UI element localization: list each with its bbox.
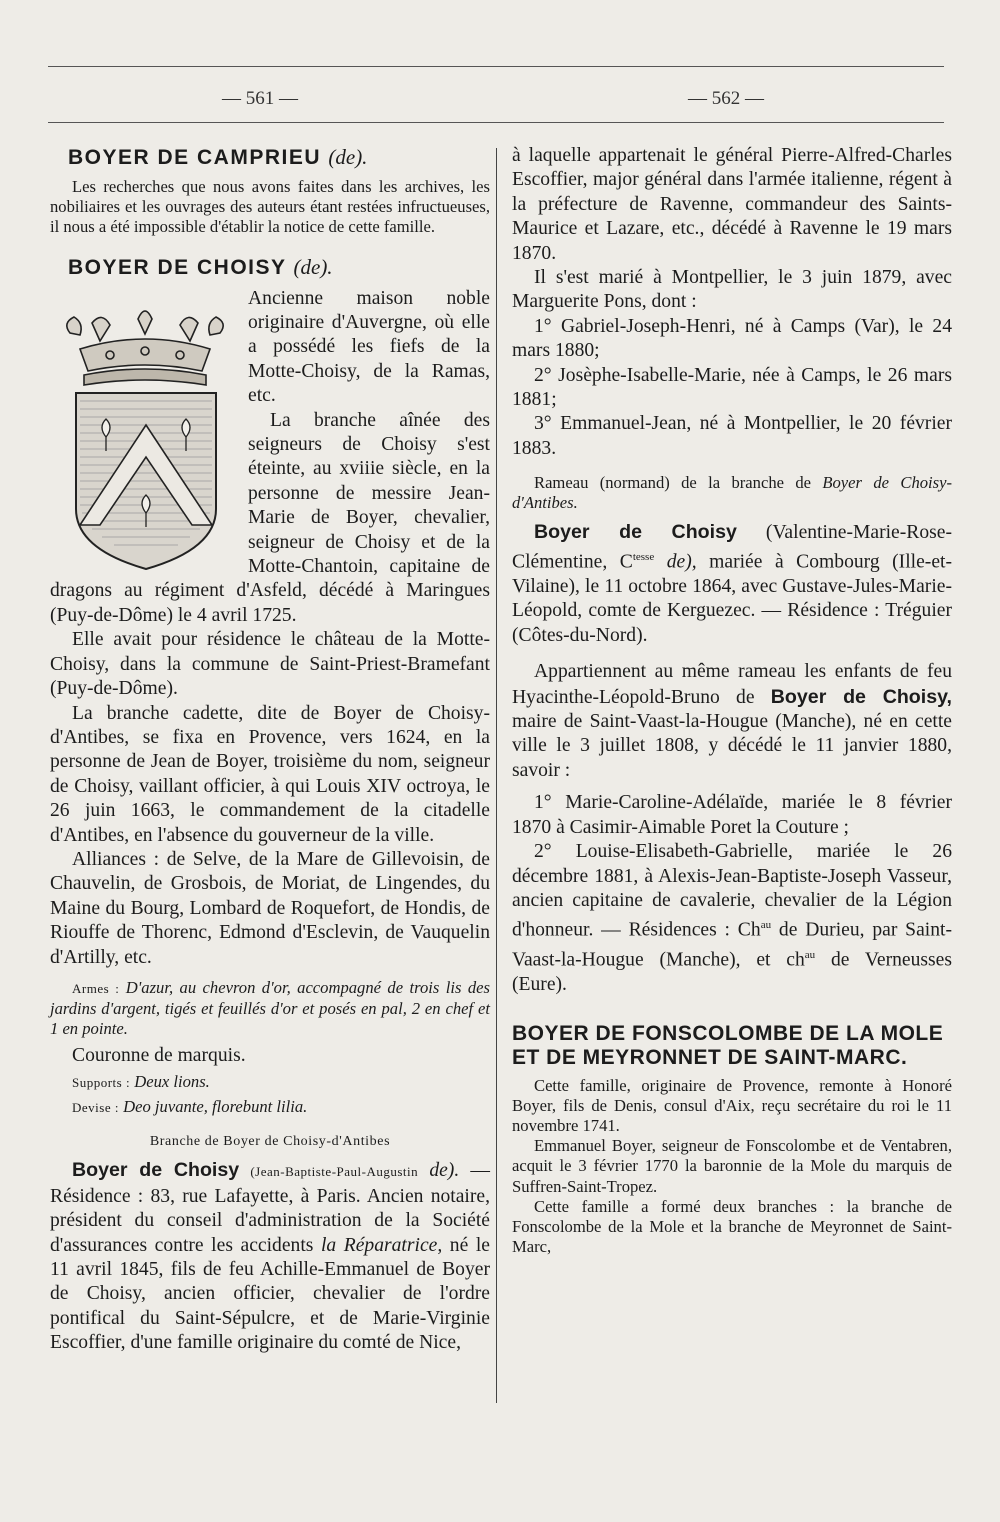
rameau-text: Rameau (normand) de la branche de [534, 473, 812, 493]
child-1: 1° Gabriel-Joseph-Henri, né à Camps (Var), le 24 mars 1880; [512, 315, 952, 362]
vr-sup: tesse [632, 551, 655, 564]
vr-text-1: (Valentine-Marie-Rose-Clémentine, C [512, 521, 952, 573]
choisy-de: (de). [293, 254, 333, 279]
boyer-choisy-entry [50, 1158, 490, 1355]
e2-text-a: 2° Louise-Elisabeth-Gabrielle, mariée le 26 décembre 1881, à Alexis-Jean-Baptiste-Joseph Vasseur, ancien capitaine de cavalerie, chevalier de la Légion d'honneur. — Résidences : Ch [512, 841, 952, 941]
choisy-p1: Ancienne maison noble originaire d'Auvergne, où elle a possédé les fiefs de la Motte-Choisy, de la Ramas, etc. [248, 287, 490, 407]
bc-text-2: né le 11 avril 1845, fils de feu Achille-Emmanuel de Boyer de Choisy, ancien officier, chevalier de l'ordre pontifical du Saint-Sépulcre, et de Marie-Virginie Escoffier, d'une famille originaire du comté de Nice, [50, 1234, 490, 1354]
app-bold: Boyer de Choisy, [770, 685, 953, 708]
bc-de: de). [429, 1160, 460, 1182]
supports-line [50, 1072, 490, 1093]
devise-label: Devise : [72, 1100, 119, 1116]
right-p2: Il s'est marié à Montpellier, le 3 juin 1879, avec Marguerite Pons, dont : [512, 267, 952, 313]
campieu-title: BOYER DE CAMPRIEU [68, 146, 322, 169]
supports-label: Supports : [72, 1075, 131, 1090]
choisy-p4: La branche cadette, dite de Boyer de Choisy-d'Antibes, se fixa en Provence, vers 1624, en la personne de Jean de Boyer, troisième du nom, seigneur de Choisy, vaillant officier, à qui Louis XIV octroya, le 26 juin 1663, le commandement de la citadelle d'Antibes, en l'absence du gouverneur de la ville. [50, 702, 490, 846]
rameau [512, 473, 952, 513]
vr-name: Boyer de Choisy [534, 520, 737, 543]
right-column [512, 144, 952, 1257]
campieu-heading [68, 144, 490, 171]
right-p1: à laquelle appartenait le général Pierre-Alfred-Charles Escoffier, major général dans l'armée italienne, régent à la préfecture de Ravenne, commandeur des Saints-Maurice et Lazare, etc., décédé à Ravenne le 19 mars 1870. [512, 145, 952, 264]
enfant-2 [512, 840, 952, 998]
campieu-text: Les recherches que nous avons faites dans les archives, les nobiliaires et les ouvrages des auteurs étant restées infructueuses, il nous a été impossible d'établir la notice de cette famille. [50, 177, 490, 237]
header-rule [48, 122, 944, 123]
armes-label: Armes : [72, 980, 120, 996]
couronne: Couronne de marquis. [72, 1044, 246, 1066]
e2-text-c: de Verneusses (Eure). [512, 949, 952, 996]
choisy-p3: Elle avait pour résidence le château de la Motte-Choisy, dans la commune de Saint-Priest-Bramefant (Puy-de-Dôme). [50, 629, 490, 700]
devise-line [50, 1097, 490, 1118]
choisy-title: BOYER DE CHOISY [68, 255, 287, 279]
valentine-entry [512, 520, 952, 649]
bc-name: Boyer de Choisy [72, 1159, 240, 1182]
appartiennent [512, 660, 952, 783]
left-column [50, 144, 490, 1356]
armes-line [50, 978, 490, 1040]
child-3: 3° Emmanuel-Jean, né à Montpellier, le 20 février 1883. [512, 413, 952, 459]
fons-p3: Cette famille a formé deux branches : la branche de Fonscolombe de la Mole et la branche de Meyronnet de Saint-Marc, [512, 1196, 952, 1257]
enfant-1: 1° Marie-Caroline-Adélaïde, mariée le 8 février 1870 à Casimir-Aimable Poret la Couture ; [512, 792, 952, 838]
supports-text: Deux lions. [134, 1072, 210, 1091]
vr-text-2: mariée à Combourg (Ille-et-Vilaine), le 11 octobre 1864, avec Gustave-Jules-Marie-Léopold, comte de Kerguezec. — Résidence : Tréguier (Côtes-du-Nord). [512, 551, 952, 646]
fons-p1: Cette famille, originaire de Provence, remonte à Honoré Boyer, fils de Denis, consul d'Aix, reçu secrétaire du roi le 11 novembre 1741. [512, 1075, 952, 1135]
fons-p2: Emmanuel Boyer, seigneur de Fonscolombe et de Ventabren, acquit le 3 février 1770 la baronnie de la Mole du marquis de Suffren-Saint-Tropez. [512, 1136, 952, 1196]
choisy-p2: La branche aînée des seigneurs de Choisy s'est éteinte, au xviiie siècle, en la personne de messire Jean-Marie de Boyer, chevalier, seigneur de Choisy et de la Motte-Chantoin, capitaine de dragons au régiment d'Asfeld, décédé à Maringues (Puy-de-Dôme) le 4 avril 1725. [50, 409, 490, 626]
choisy-body [50, 287, 490, 970]
fonscolombe-heading: BOYER DE FONSCOLOMBE DE LA MOLE ET DE MEYRONNET DE SAINT-MARC. [512, 1021, 944, 1069]
coat-of-arms-icon [50, 289, 240, 579]
bc-text-italic: la Réparatrice, [320, 1234, 443, 1256]
armes-text: D'azur, au chevron d'or, accompagné de trois lis des jardins d'argent, tigés et feuillés d'or et posés en pal, 2 en chef et 1 en pointe. [50, 977, 490, 1039]
bc-text-1: — Résidence : 83, rue Lafayette, à Paris. Ancien notaire, président du conseil d'administration de la Société d'assurances contre les accidents [50, 1160, 490, 1256]
app-text-1: Appartiennent au même rameau les enfants de feu Hyacinthe-Léopold-Bruno de [512, 661, 952, 708]
top-rule [48, 66, 944, 67]
campieu-de: (de). [328, 145, 368, 169]
right-folio: — 562 — [688, 88, 764, 109]
e2-text-b: de Durieu, par Saint-Vaast-la-Hougue (Manche), et ch [512, 919, 952, 971]
left-folio: — 561 — [222, 88, 298, 109]
e2-sup-1: au [760, 919, 772, 932]
vr-de: de), [666, 551, 697, 573]
devise-text: Deo juvante, florebunt lilia. [123, 1097, 308, 1117]
e2-sup-2: au [804, 949, 816, 962]
choisy-heading [68, 254, 490, 281]
choisy-p5: Alliances : de Selve, de la Mare de Gillevoisin, de Chauvelin, de Grosbois, de Moriat, de Lingendes, du Maine du Bourg, Lombard de Roquefort, de Hondis, de Riouffe de Thorenc, Edmond d'Esclevin, de Vauquelin d'Artilly, etc. [50, 848, 490, 968]
rameau-italic: Boyer de Choisy-d'Antibes. [512, 473, 952, 513]
child-2: 2° Josèphe-Isabelle-Marie, née à Camps, le 26 mars 1881; [512, 364, 952, 411]
column-divider [496, 148, 497, 1403]
branch-title: Branche de Boyer de Choisy-d'Antibes [149, 1134, 391, 1150]
bc-given: (Jean-Baptiste-Paul-Augustin [250, 1164, 419, 1180]
app-text-2: maire de Saint-Vaast-la-Hougue (Manche), né en cette ville le 3 juillet 1808, y décédé le 11 janvier 1880, savoir : [512, 711, 952, 781]
